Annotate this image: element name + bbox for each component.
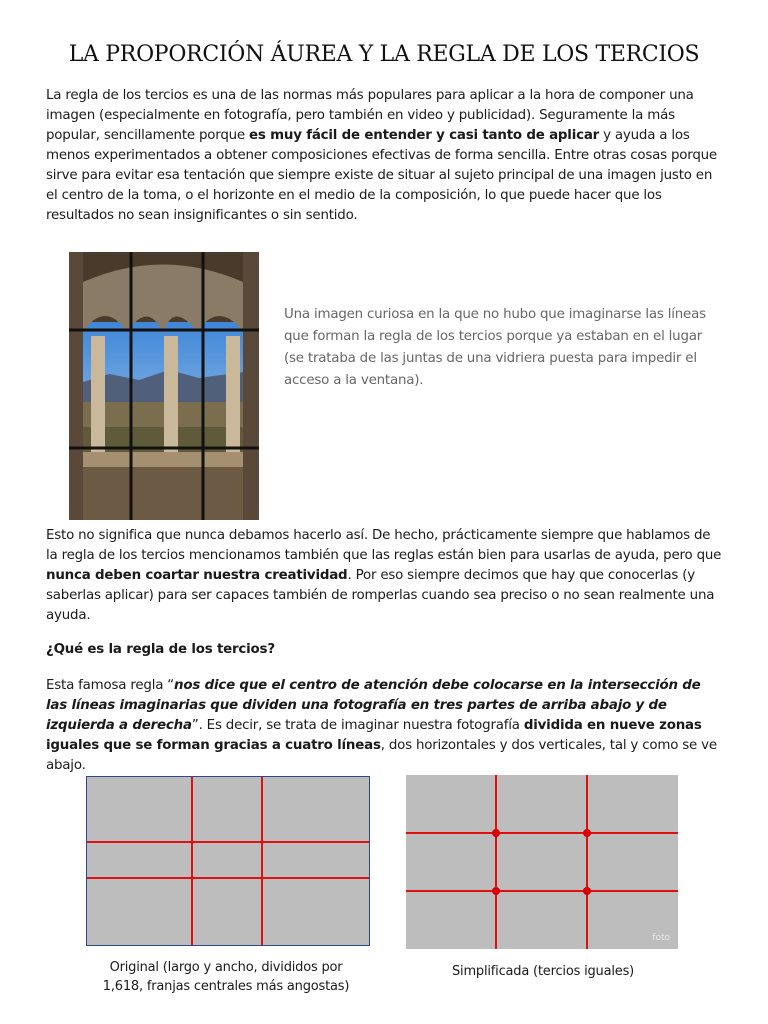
- intersection-dot: [583, 887, 591, 895]
- intro-bold: es muy fácil de entender y casi tanto de aplicar: [249, 128, 600, 143]
- grid-line-horizontal: [406, 832, 678, 834]
- third-bold-italic: nos dice que el centro de atención debe colocarse en la intersección de las líneas imaginarias que dividen una fotografía en tres partes de arriba abajo y de izquierda a derecha: [46, 678, 701, 733]
- third-text-1: Esta famosa regla “: [46, 678, 175, 693]
- right-figure-caption: Simplificada (tercios iguales): [451, 964, 635, 979]
- third-text-3: , dos horizontales y dos verticales, tal y como se ve abajo.: [46, 738, 717, 773]
- window-photo-illustration: [69, 252, 259, 520]
- intro-text-1: La regla de los tercios es una de las normas más populares para aplicar a la hora de componer una imagen (especialmente en fotografía, pero también en video y publicidad). Seguramente la más popular, sencillamente porque: [46, 88, 694, 143]
- third-text-2: ”. Es decir, se trata de imaginar nuestra fotografía: [191, 718, 524, 733]
- intro-paragraph: [46, 86, 722, 226]
- intersection-dot: [492, 887, 500, 895]
- intro-text-2: y ayuda a los menos experimentados a obtener composiciones efectivas de forma sencilla. Entre otras cosas porque sirve para evitar esa tentación que siempre existe de situar al sujeto principal de una imagen justo en el centro de la toma, o el horizonte en el medio de la composición, lo que puede hacer que los resultados no sean insignificantes o sin sentido.: [46, 128, 717, 223]
- grid-line-vertical: [261, 777, 263, 945]
- grid-line-horizontal: [87, 877, 369, 879]
- grid-line-horizontal: [406, 890, 678, 892]
- third-paragraph: [46, 676, 722, 776]
- left-figure-caption: Original (largo y ancho, divididos por 1,618, franjas centrales más angostas): [102, 960, 350, 994]
- intersection-dot: [583, 829, 591, 837]
- third-bold: dividida en nueve zonas iguales que se forman gracias a cuatro líneas: [46, 718, 702, 753]
- photo-caption: Una imagen curiosa en la que no hubo que imaginarse las líneas que forman la regla de los tercios porque ya estaban en el lugar (se trataba de las juntas de una vidriera puesta para impedir el acceso a la ventana).: [284, 307, 706, 388]
- second-bold: nunca deben coartar nuestra creatividad: [46, 568, 348, 583]
- grid-line-vertical: [191, 777, 193, 945]
- watermark: foto: [652, 933, 670, 943]
- section-question: ¿Qué es la regla de los tercios?: [46, 642, 275, 657]
- thirds-grid: [406, 775, 678, 949]
- intersection-dot: [492, 829, 500, 837]
- second-text-1: Esto no significa que nunca debamos hacerlo así. De hecho, prácticamente siempre que hablamos de la regla de los tercios mencionamos también que las reglas están bien para usarlas de ayuda, pero que: [46, 528, 722, 563]
- grid-line-vertical: [495, 775, 497, 949]
- golden-ratio-grid: [86, 776, 370, 946]
- second-paragraph: [46, 526, 722, 626]
- window-photo: [69, 252, 259, 520]
- second-text-2: . Por eso siempre decimos que hay que conocerlas (y saberlas aplicar) para ser capaces también de romperlas cuando sea preciso o no sean realmente una ayuda.: [46, 568, 715, 623]
- page-title: LA PROPORCIÓN ÁUREA Y LA REGLA DE LOS TERCIOS: [68, 42, 700, 67]
- grid-line-vertical: [586, 775, 588, 949]
- grid-line-horizontal: [87, 841, 369, 843]
